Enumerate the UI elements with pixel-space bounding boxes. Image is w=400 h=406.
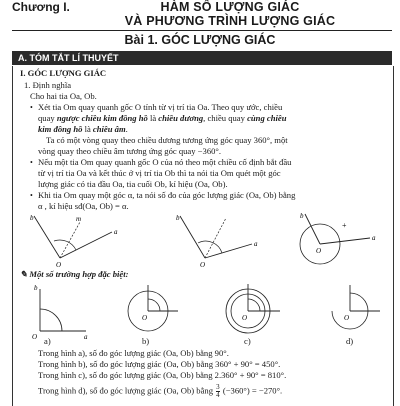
bullet-icon: •: [30, 158, 33, 167]
fig1-label-a: a: [114, 228, 118, 236]
paragraph1-line4: Ta có một vòng quay theo chiều dương tương ứng góc quay 360°, một: [46, 135, 288, 145]
fig3-label-O: O: [316, 247, 322, 255]
heading-goc-luong-giac: I. GÓC LƯỢNG GIÁC: [20, 68, 107, 78]
case-d-post: (−360°) = −270°.: [222, 385, 283, 396]
fig2-label-O: O: [200, 261, 206, 269]
intro-text: Cho hai tia Oa, Ob.: [30, 91, 97, 101]
paragraph1-line3: [38, 124, 128, 135]
fig3-label-a: a: [372, 234, 376, 242]
p1-ccw-phrase: ngược chiều kim đồng hồ: [56, 113, 148, 123]
fig1-label-m: m: [76, 215, 82, 223]
case-d-fraction-den: 4: [216, 391, 220, 399]
special-a-label-O: O: [32, 333, 38, 341]
special-figure-c: [226, 284, 280, 333]
section-bar: [12, 51, 392, 65]
special-case-figures: [20, 281, 390, 341]
paragraph1-line5: vòng quay theo chiều âm tương ứng góc quay −360°.: [38, 146, 222, 156]
section-label: A. TÓM TẮT LÍ THUYẾT: [18, 53, 119, 63]
bullet-icon: •: [30, 191, 33, 200]
fig2-label-b: b: [176, 214, 180, 222]
p1-negative-phrase: chiều âm: [92, 124, 126, 134]
special-d-label-O: O: [344, 314, 350, 322]
figure-label-a: a): [44, 336, 51, 346]
case-a-text: Trong hình a), số đo góc lượng giác (Oa, Ob) bằng 90°.: [38, 348, 229, 358]
paragraph3-line1: Khi tia Om quay một góc α, ta nói số đo của góc lượng giác (Oa, Ob) bằng: [38, 190, 296, 200]
fig1-label-b: b: [30, 214, 34, 222]
figure-label-d: d): [346, 336, 354, 346]
fig1-label-O: O: [56, 261, 62, 269]
figure-label-c: c): [244, 336, 251, 346]
case-b-text: Trong hình b), số đo góc lượng giác (Oa, Ob) bằng 360° + 90° = 450°.: [38, 359, 281, 369]
special-cases-title-text: Một số trường hợp đặc biệt:: [29, 269, 129, 279]
p1-l3b: là: [82, 124, 93, 134]
fig2-label-a: a: [254, 240, 258, 248]
special-b-label-O: O: [142, 314, 148, 322]
lesson-title: Bài 1. GÓC LƯỢNG GIÁC: [124, 33, 276, 47]
chapter-title-line1: HÀM SỐ LƯỢNG GIÁC: [160, 0, 300, 14]
case-d-fraction-num: 3: [216, 383, 220, 391]
paragraph2-line1: Nếu một tia Om quay quanh gốc O của nó theo một chiều cố định bắt đầu: [38, 157, 292, 167]
fig3-label-b: b: [300, 212, 304, 220]
paragraph2-line3: lượng giác có tia đầu Oa, tia cuối Ob, kí hiệu (Oa, Ob).: [38, 179, 228, 189]
p1-l2c: là: [147, 113, 159, 123]
special-c-label-O: O: [242, 314, 248, 322]
case-d-fraction: [216, 384, 220, 399]
definition-figures: [20, 212, 390, 268]
p1-l2e: , chiều quay: [203, 113, 248, 123]
bullet-icon: •: [30, 103, 33, 112]
paragraph1-line1: Xét tia Om quay quanh gốc O tính từ vị trí tia Oa. Theo quy ước, chiều: [38, 102, 283, 112]
p1-cw-phrase-start: cùng chiều: [247, 113, 287, 123]
figure-label-b: b): [142, 336, 150, 346]
special-a-label-b: b: [34, 284, 38, 292]
special-figure-a: [32, 284, 88, 341]
subheading-dinh-nghia: 1. Định nghĩa: [24, 80, 72, 90]
paragraph1-line2: [38, 113, 286, 124]
chapter-label: Chương I.: [12, 0, 70, 14]
p1-l3d: .: [125, 124, 128, 134]
p1-cw-phrase-end: kim đồng hồ: [38, 124, 83, 134]
special-figure-b: [128, 285, 178, 331]
p1-positive-phrase: chiều dương: [158, 113, 204, 123]
pencil-icon: ✎: [20, 269, 30, 279]
fig3-label-plus: +: [342, 221, 347, 230]
definition-figure-1: [30, 214, 118, 269]
special-a-label-a: a: [84, 333, 88, 341]
case-d-pre: Trong hình d), số đo góc lượng giác (Oa, Ob) bằng: [38, 385, 214, 396]
definition-figure-3: [300, 212, 376, 264]
paragraph3-line2: α , kí hiệu sđ(Oa, Ob) = α.: [38, 201, 129, 211]
p1-l2a: quay: [38, 113, 57, 123]
case-d-text: [38, 384, 282, 399]
special-cases-title: [20, 269, 128, 280]
case-c-text: Trong hình c), số đo góc lượng giác (Oa, Ob) bằng 2.360° + 90° = 810°.: [38, 370, 287, 380]
header-divider: [12, 30, 392, 31]
paragraph2-line2: từ vị trí tia Oa và kết thúc ở vị trí tia Ob thì ta nói tia Om quét một góc: [38, 168, 281, 178]
chapter-title-line2: VÀ PHƯƠNG TRÌNH LƯỢNG GIÁC: [124, 14, 336, 28]
special-figure-d: [332, 285, 380, 329]
definition-figure-2: [176, 214, 258, 269]
